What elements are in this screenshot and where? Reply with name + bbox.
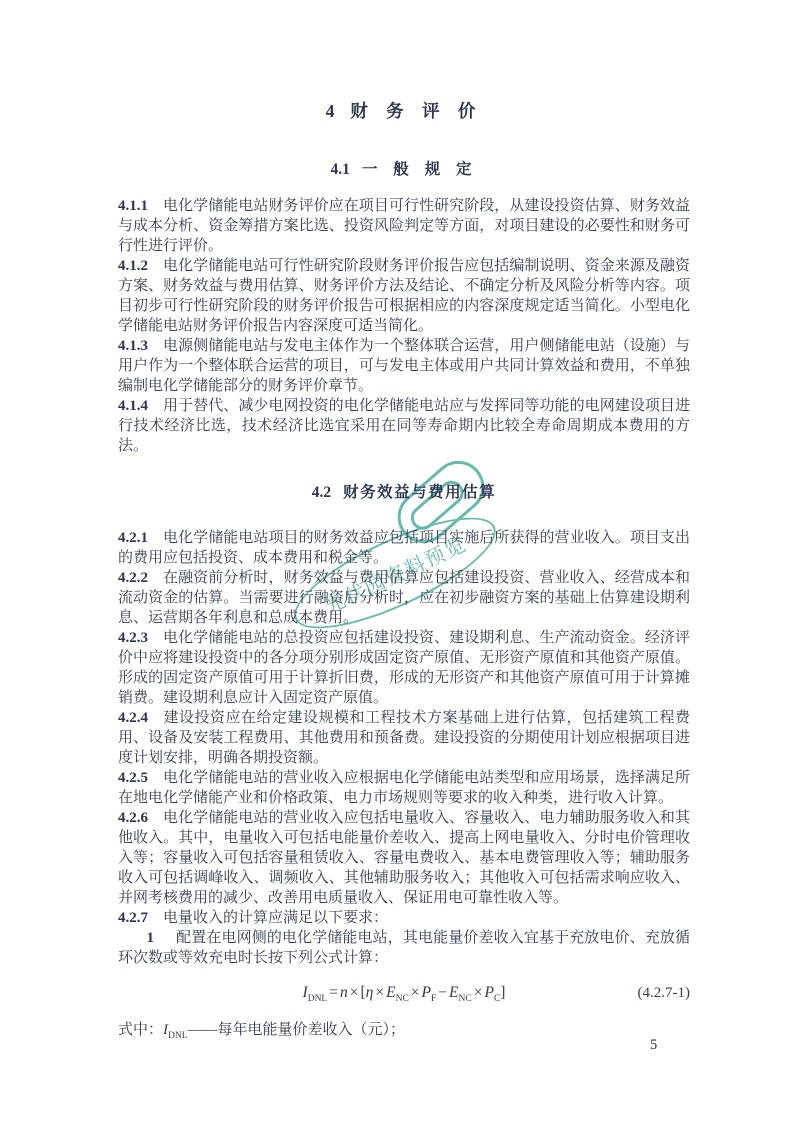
paragraph-4-2-5 bbox=[118, 768, 690, 808]
paragraph-4-2-1 bbox=[118, 528, 690, 568]
section-heading-4-2 bbox=[118, 480, 690, 502]
paragraph-number: 4.2.7 bbox=[118, 910, 148, 926]
formula-operator: × bbox=[410, 984, 420, 1001]
legend-var: I bbox=[163, 1022, 169, 1038]
paragraph-number: 4.2.6 bbox=[118, 810, 148, 826]
paragraph-number: 4.2.4 bbox=[118, 710, 148, 726]
paragraph-text: 电化学储能电站可行性研究阶段财务评价报告应包括编制说明、资金来源及融资方案、财务效益与费用估算、财务评价方法及结论、不确定分析及风险分析等内容。项目初步可行性研究阶段的财务评价报告可根据相应的内容深度规定适当简化。小型电化学储能电站财务评价报告内容深度可适当简化。 bbox=[118, 258, 690, 334]
section-heading-4-1 bbox=[118, 157, 690, 179]
watermark-text: 光伏园资料预览 bbox=[321, 532, 471, 618]
formula-var: E bbox=[449, 984, 459, 1001]
paragraph-number: 4.1.4 bbox=[118, 398, 148, 414]
formula-bracket: ] bbox=[500, 984, 506, 1001]
formula-bracket: [ bbox=[360, 984, 366, 1001]
formula-operator: × bbox=[473, 984, 483, 1001]
paragraph-text: 电化学储能电站项目的财务效益应包括项目实施后所获得的营业收入。项目支出的费用应包括投资、成本费用和税金等。 bbox=[118, 530, 690, 566]
paragraph-4-1-1 bbox=[118, 196, 690, 256]
sub-item-text: 配置在电网侧的电化学储能电站，其电能量价差收入宜基于充放电价、充放循环次数或等效充电时长按下列公式计算： bbox=[118, 930, 690, 966]
paragraph-text: 电化学储能电站的总投资应包括建设投资、建设期利息、生产流动资金。经济评价中应将建设投资中的各分项分别形成固定资产原值、无形资产原值和其他资产原值。形成的固定资产原值可用于计算折旧费，形成的无形资产和其他资产原值可用于计算摊销费。建设期利息应计入固定资产原值。 bbox=[118, 630, 690, 706]
paragraph-number: 4.2.5 bbox=[118, 770, 148, 786]
formula-subscript: NC bbox=[458, 994, 472, 1004]
paragraph-number: 4.1.1 bbox=[118, 198, 148, 214]
section-number: 4.1 bbox=[330, 161, 350, 178]
legend-subscript: DNL bbox=[168, 1031, 188, 1041]
paragraph-text: 电化学储能电站的营业收入应根据电化学储能电站类型和应用场景，选择满足所在地电化学储能产业和价格政策、电力市场规则等要求的收入种类，进行收入计算。 bbox=[118, 770, 690, 806]
formula-subscript: F bbox=[431, 994, 437, 1004]
paragraph-4-2-7 bbox=[118, 908, 690, 928]
paragraph-4-1-4 bbox=[118, 396, 690, 456]
formula-subscript: C bbox=[493, 994, 501, 1004]
formula-operator: = bbox=[329, 984, 338, 1001]
paragraph-4-2-6 bbox=[118, 808, 690, 908]
paragraph-text: 电化学储能电站财务评价应在项目可行性研究阶段，从建设投资估算、财务效益与成本分析、资金筹措方案比选、投资风险判定等方面，对项目建设的必要性和财务可行性进行评价。 bbox=[118, 198, 690, 254]
paragraph-text: 在融资前分析时，财务效益与费用估算应包括建设投资、营业收入、经营成本和流动资金的估算。当需要进行融资后分析时，应在初步融资方案的基础上估算建设期利息、运营期各年利息和总成本费用。 bbox=[118, 570, 690, 626]
paragraph-number: 4.2.3 bbox=[118, 630, 148, 646]
paragraph-4-1-2 bbox=[118, 256, 690, 336]
formula-var: n bbox=[339, 984, 348, 1001]
legend-dash: —— bbox=[187, 1022, 218, 1038]
legend-description: 每年电能量价差收入（元）； bbox=[217, 1022, 406, 1038]
formula-var: E bbox=[386, 984, 396, 1001]
formula-operator: × bbox=[349, 984, 359, 1001]
formula-subscript: NC bbox=[395, 994, 409, 1004]
paragraph-text: 电源侧储能电站与发电主体作为一个整体联合运营，用户侧储能电站（设施）与用户作为一个整体联合运营的项目，可与发电主体或用户共同计算效益和费用，不单独编制电化学储能部分的财务评价章节。 bbox=[118, 338, 690, 394]
paragraph-number: 4.2.1 bbox=[118, 530, 148, 546]
formula-var: η bbox=[365, 984, 374, 1001]
section-title: 一 般 规 定 bbox=[361, 161, 478, 178]
sub-item-1 bbox=[118, 928, 690, 968]
paragraph-text: 用于替代、减少电网投资的电化学储能电站应与发挥同等功能的电网建设项目进行技术经济比选，技术经济比选宜采用在同等寿命期内比较全寿命周期成本费用的方法。 bbox=[118, 398, 690, 454]
formula-operator: × bbox=[375, 984, 385, 1001]
chapter-number: 4 bbox=[325, 101, 335, 121]
equation-number: (4.2.7-1) bbox=[637, 985, 690, 1001]
formula-expression bbox=[118, 984, 690, 1004]
paragraph-number: 4.1.3 bbox=[118, 338, 148, 354]
formula-var: I bbox=[302, 984, 308, 1001]
formula-var: P bbox=[421, 984, 431, 1001]
paragraph-4-2-4 bbox=[118, 708, 690, 768]
section-number: 4.2 bbox=[311, 484, 332, 501]
paragraph-4-2-3 bbox=[118, 628, 690, 708]
paragraph-text: 建设投资应在给定建设规模和工程技术方案基础上进行估算，包括建筑工程费用、设备及安装工程费用、其他费用和预备费。建设投资的分期使用计划应根据项目进度计划安排，明确各期投资额。 bbox=[118, 710, 690, 766]
chapter-heading bbox=[118, 98, 690, 123]
formula-var: P bbox=[484, 984, 494, 1001]
formula-legend bbox=[118, 1020, 690, 1046]
paragraph-text: 电化学储能电站的营业收入应包括电量收入、容量收入、电力辅助服务收入和其他收入。其中，电量收入可包括电能量价差收入、提高上网电量收入、分时电价管理收入等；容量收入可包括容量租赁收入、容量电费收入、基本电费管理收入等；辅助服务收入可包括调峰收入、调频收入、其他辅助服务收入；其他收入可包括需求响应收入、并网考核费用的减少、改善用电质量收入、保证用电可靠性收入等。 bbox=[118, 810, 690, 906]
legend-prefix: 式中： bbox=[118, 1022, 164, 1038]
paragraph-4-1-3 bbox=[118, 336, 690, 396]
formula-operator: − bbox=[438, 984, 448, 1001]
paragraph-4-2-2 bbox=[118, 568, 690, 628]
page-number: 5 bbox=[650, 1037, 658, 1053]
section-title: 财务效益与费用估算 bbox=[343, 484, 497, 501]
formula-subscript: DNL bbox=[307, 994, 328, 1004]
document-content bbox=[118, 0, 690, 1046]
formula-block bbox=[118, 984, 690, 1010]
chapter-title: 财 务 评 价 bbox=[350, 101, 483, 121]
paragraph-text: 电量收入的计算应满足以下要求： bbox=[163, 910, 389, 926]
paragraph-number: 4.2.2 bbox=[118, 570, 148, 586]
paragraph-number: 4.1.2 bbox=[118, 258, 148, 274]
sub-item-number: 1 bbox=[146, 930, 154, 946]
